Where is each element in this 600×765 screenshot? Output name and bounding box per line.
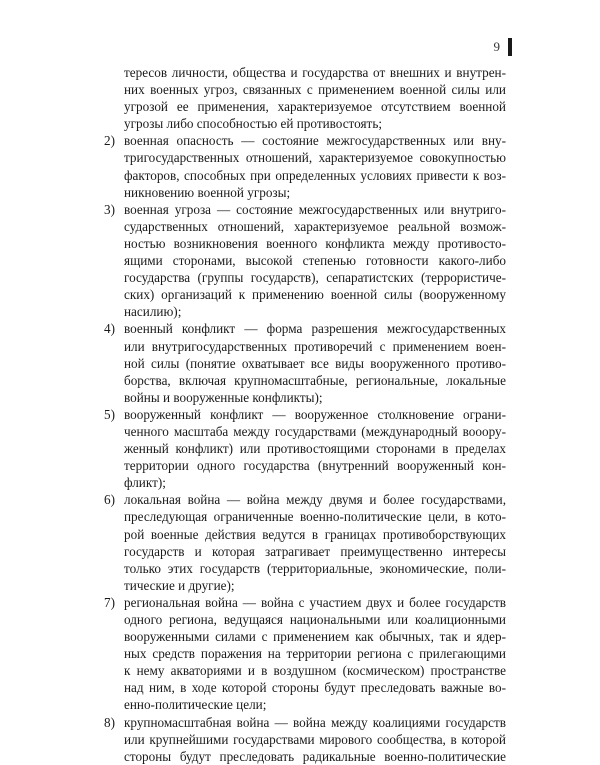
item-text: [124, 406, 506, 491]
text-line: угрозы либо способностью ей противостоять;: [124, 116, 382, 132]
text-line: факторов, способных при определенных условиях привести к воз-: [124, 167, 506, 183]
text-line: борства, включая крупномасштабные, региональные, локальные: [124, 372, 506, 388]
item-text: [124, 132, 506, 200]
text-line: тересов личности, общества и государства от внешних и внутрен-: [124, 65, 506, 80]
text-line: или внутригосударственных противоречий с применением воен-: [124, 338, 506, 354]
text-line: никновению военной угрозы;: [124, 184, 291, 200]
text-line: женный конфликт) или противостоящими сторонами в пределах: [124, 441, 506, 457]
text-line: вооруженный конфликт — вооруженное столкновение ограни-: [124, 406, 506, 422]
text-line: стороны будут преследовать радикальные военно-политические: [124, 748, 506, 764]
text-line: локальная война — война между двумя и более государствами,: [124, 492, 506, 508]
text-line: тические и другие);: [124, 577, 235, 593]
text-line: угрозой ее применения, характеризуемое отсутствием военной: [124, 99, 506, 115]
text-line: них военных угроз, связанных с применением военной силы или: [124, 82, 506, 98]
text-line: насилию);: [124, 304, 182, 320]
text-line: одного региона, ведущаяся национальными или коалиционными: [124, 612, 506, 627]
text-line: государства (группы государств), сепаратистских (террористиче-: [124, 270, 506, 286]
definition-list: [104, 132, 506, 764]
text-line: ных средств поражения на территории региона с прилегающими: [124, 646, 506, 662]
text-line: крупномасштабная война — война между коалициями государств: [124, 714, 506, 730]
item-number: 4): [104, 321, 115, 337]
text-line: сударственных отношений, характеризуемое реальной возмож-: [124, 218, 506, 234]
page-header: [494, 38, 513, 56]
text-line: войны и вооруженные конфликты);: [124, 389, 323, 405]
text-line: ящими сторонами, высокой степенью готовности какого-либо: [124, 253, 506, 269]
text-line: ских) организаций к применению военной силы (вооруженному: [124, 287, 506, 303]
text-line: военный конфликт — форма разрешения межгосударственных: [124, 321, 506, 337]
item-text: [124, 594, 506, 714]
text-line: ченного масштаба между государствами (международный вооору-: [124, 423, 506, 439]
text-line: военная угроза — состояние межгосударственных или внутриго-: [124, 201, 506, 217]
list-item: [104, 132, 506, 200]
text-line: региональная война — война с участием двух и более государств: [124, 594, 506, 610]
page-marker-bar: [508, 38, 512, 56]
text-line: к нему акваториями и в воздушном (космическом) пространстве: [124, 663, 506, 679]
text-line: военная опасность — состояние межгосударственных или вну-: [124, 133, 506, 149]
list-item: [104, 320, 506, 405]
continuation-paragraph: [104, 64, 506, 132]
list-item: [104, 714, 506, 765]
text-line: ностью возникновения военного конфликта между противосто-: [124, 235, 506, 251]
text-line: преследующая ограниченные военно-политические цели, в кото-: [124, 509, 506, 525]
text-line: фликт);: [124, 475, 166, 491]
item-number: 6): [104, 492, 115, 508]
text-line: вооруженными силами с применением как обычных, так и ядер-: [124, 629, 506, 645]
item-text: [124, 320, 506, 405]
item-number: 2): [104, 133, 115, 149]
item-number: 7): [104, 594, 115, 610]
list-item: [104, 406, 506, 491]
text-line: только этих государств (территориальные, экономические, поли-: [124, 560, 506, 576]
list-item: [104, 594, 506, 714]
page-number: 9: [493, 39, 500, 54]
item-text: [124, 491, 506, 594]
item-text: [124, 714, 506, 765]
text-line: территории одного государства (внутренний вооруженный кон-: [124, 458, 506, 474]
item-number: 3): [104, 201, 115, 217]
text-line: тригосударственных отношений, характеризуемое совокупностью: [124, 150, 506, 166]
text-line: над ним, в ходе которой стороны будут преследовать важные во-: [124, 680, 506, 696]
list-item: [104, 201, 506, 321]
text-line: енно-политические цели;: [124, 697, 267, 713]
text-line: государств и которая затрагивает преимущественно интересы: [124, 543, 506, 559]
text-line: рой военные действия ведутся в границах противоборствующих: [124, 526, 506, 542]
item-text: [124, 201, 506, 321]
text-line: ной силы (понятие охватывает все виды вооруженного противо-: [124, 355, 506, 371]
document-body: [104, 64, 506, 765]
text-line: или крупнейшими государствами мирового сообщества, в которой: [124, 731, 506, 747]
list-item: [104, 491, 506, 594]
item-number: 5): [104, 406, 115, 422]
item-number: 8): [104, 714, 115, 730]
